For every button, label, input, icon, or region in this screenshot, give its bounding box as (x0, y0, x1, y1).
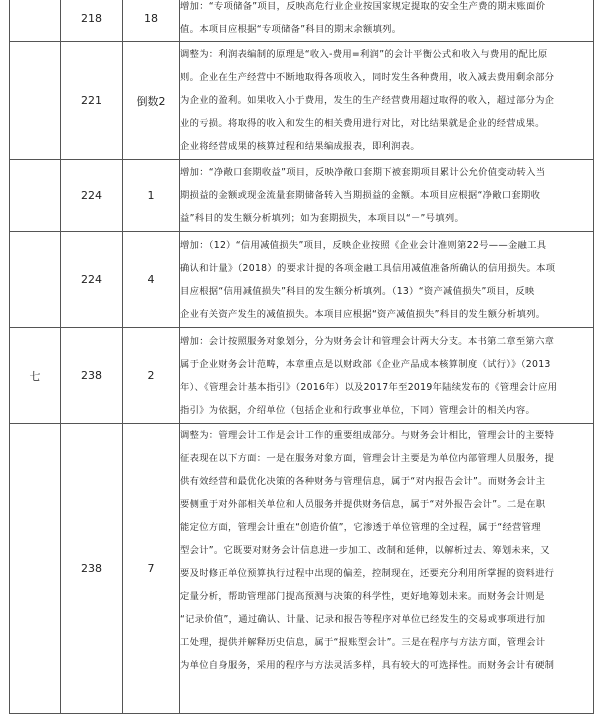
content-line: 年）、《管理会计基本指引》（2016年）以及2017年至2019年陆续发布的《管理会计应用 (180, 381, 558, 393)
page-cell: 224 (61, 232, 123, 328)
content-line: 征表现在以下方面：一是在服务对象方面，管理会计主要是为单位内部管理人员服务，提 (180, 453, 555, 464)
errata-table-body (10, 0, 594, 714)
line-cell: 4 (123, 232, 180, 328)
content-line: 企业将经营成果的核算过程和结果编成报表，即利润表。 (180, 141, 420, 152)
content-line: 益”科目的发生额分析填列；如为套期损失，本项目以“－”号填列。 (180, 213, 465, 224)
content-line: 企业有关资产发生的减值损失。本项目应根据“资产减值损失”科目的发生额分析填列。 (180, 308, 546, 320)
content-line: 要及时修正单位预算执行过程中出现的偏差，控制现在，还要充分利用所掌握的资料进行 (180, 568, 555, 579)
content-line: 要侧重于对外部相关单位和人员服务并提供财务信息，属于“对外报告会计”。二是在职 (180, 499, 546, 510)
page-cell: 238 (61, 328, 123, 424)
page-cell: 218 (61, 0, 123, 42)
content-line: 增加：（12）“信用减值损失”项目，反映企业按照《企业会计准则第22号——金融工具 (180, 239, 547, 251)
content-cell (180, 232, 594, 328)
content-line: 期损益的金额或现金流量套期储备转入当期损益的金额。本项目应根据“净敞口套期收 (180, 190, 541, 201)
content-cell (180, 42, 594, 160)
table-row (10, 328, 594, 424)
content-line: 供有效经营和最优化决策的各种财务与管理信息，属于“对内报告会计”。而财务会计主 (180, 476, 546, 487)
chapter-cell (10, 424, 61, 714)
line-cell: 7 (123, 424, 180, 714)
content-line: 能定位方面，管理会计重在“创造价值”，它渗透于单位管理的全过程，属于“经营管理 (180, 522, 541, 533)
content-line: 目应根据“信用减值损失”科目的发生额分析填列。（13）“资产减值损失”项目，反映 (180, 285, 535, 297)
content-line: 调整为：利润表编制的原理是“收入-费用=利润”的会计平衡公式和收入与费用的配比原 (180, 49, 548, 60)
errata-table (9, 0, 594, 714)
content-line: 增加：会计按照服务对象划分，分为财务会计和管理会计两大分支。本书第二章至第六章 (180, 335, 555, 347)
content-line: 工处理，提供并解释历史信息，属于“报账型会计”。三是在程序与方法方面，管理会计 (180, 637, 546, 648)
content-line: “记录价值”，通过确认、计量、记录和报告等程序对单位已经发生的交易或事项进行加 (180, 614, 546, 625)
content-line: 值。本项目应根据“专项储备”科目的期末余额填列。 (180, 24, 402, 35)
content-line: 增加：“专项储备”项目，反映高危行业企业按国家规定提取的安全生产费的期末账面价 (180, 1, 546, 12)
page-cell: 224 (61, 160, 123, 232)
line-cell: 倒数2 (123, 42, 180, 160)
table-row (10, 232, 594, 328)
content-line: 型会计”。它既要对财务会计信息进一步加工、改制和延伸，以解析过去、筹划未来，又 (180, 545, 550, 556)
content-line: 调整为：管理会计工作是会计工作的重要组成部分。与财务会计相比，管理会计的主要特 (180, 430, 555, 441)
chapter-cell (10, 160, 61, 232)
content-line: 确认和计量》（2018）的要求计提的各项金融工具信用减值准备所确认的信用损失。本项 (180, 262, 556, 274)
content-line: 指引》为依据，介绍单位（包括企业和行政事业单位，下同）管理会计的相关内容。 (180, 404, 536, 416)
chapter-cell (10, 232, 61, 328)
content-cell (180, 0, 594, 42)
line-cell: 2 (123, 328, 180, 424)
page-cell: 238 (61, 424, 123, 714)
chapter-cell (10, 42, 61, 160)
table-row (10, 424, 594, 714)
content-cell (180, 328, 594, 424)
content-line: 为单位自身服务，采用的程序与方法灵活多样，具有较大的可选择性。而财务会计有硬制 (180, 660, 555, 671)
content-line: 为企业的盈利。如果收入小于费用，发生的生产经营费用超过取得的收入，超过部分为企 (180, 95, 555, 106)
table-row (10, 160, 594, 232)
content-cell (180, 160, 594, 232)
content-cell (180, 424, 594, 714)
table-row (10, 0, 594, 42)
chapter-cell (10, 0, 61, 42)
line-cell: 18 (123, 0, 180, 42)
table-row (10, 42, 594, 160)
content-line: 则。企业在生产经营中不断地取得各项收入，同时发生各种费用，收入减去费用剩余部分 (180, 72, 555, 83)
content-line: 增加：“净敞口套期收益”项目，反映净敞口套期下被套期项目累计公允价值变动转入当 (180, 167, 546, 178)
chapter-cell: 七 (10, 328, 61, 424)
line-cell: 1 (123, 160, 180, 232)
content-line: 业的亏损。将取得的收入和发生的相关费用进行对比，对比结果就是企业的经营成果。 (180, 118, 545, 129)
content-line: 定量分析，帮助管理部门提高预测与决策的科学性，更好地筹划未来。而财务会计则是 (180, 591, 545, 602)
content-line (180, 677, 593, 700)
page-cell: 221 (61, 42, 123, 160)
content-line: 属于企业财务会计范畴，本章重点是以财政部《企业产品成本核算制度（试行）》（2013 (180, 358, 551, 370)
